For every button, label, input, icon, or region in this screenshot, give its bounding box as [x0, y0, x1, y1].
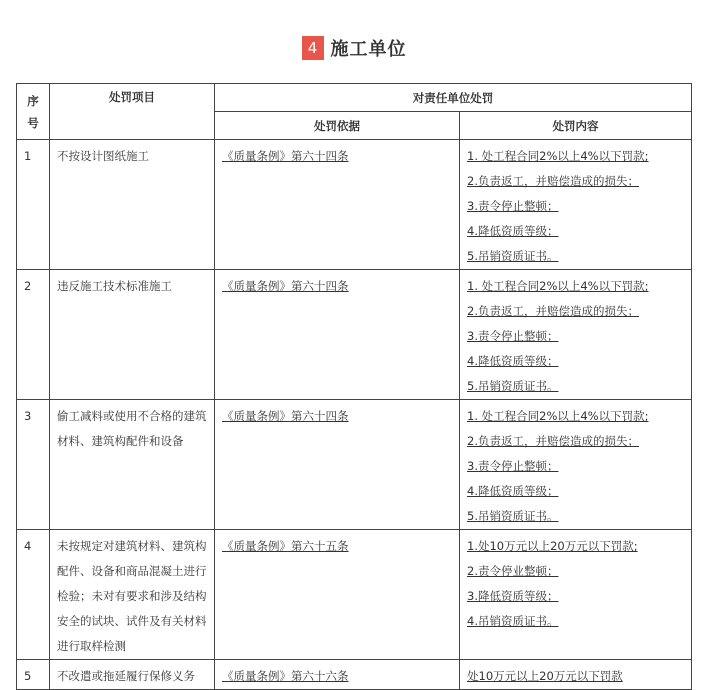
penalty-table [16, 83, 692, 690]
penalty-content-link[interactable]: 3.降低资质等级； [467, 589, 559, 603]
table-row [17, 530, 692, 660]
penalty-item: 偷工减料或使用不合格的建筑 [57, 409, 207, 423]
penalty-content-link[interactable]: 2.责令停业整顿； [467, 564, 559, 578]
penalty-content-link[interactable]: 2.负责返工，并赔偿造成的损失； [467, 304, 639, 318]
penalty-content-link[interactable]: 2.负责返工，并赔偿造成的损失； [467, 174, 639, 188]
penalty-basis-link[interactable]: 《质量条例》第六十五条 [222, 539, 349, 553]
table-row [17, 270, 692, 400]
header-responsible-unit-penalty: 对责任单位处罚 [215, 84, 692, 112]
penalty-content-link[interactable]: 3.责令停止整顿； [467, 199, 559, 213]
penalty-item: 未按规定对建筑材料、建筑构 [57, 539, 207, 553]
header-seq: 序 号 [17, 84, 50, 140]
penalty-item: 不改遣或拖延履行保修义务 [57, 669, 195, 683]
section-heading [0, 34, 708, 62]
penalty-item: 材料、建筑构配件和设备 [57, 434, 184, 448]
row-number: 4 [24, 539, 32, 553]
row-number: 2 [24, 279, 32, 293]
row-number: 3 [24, 409, 32, 423]
penalty-basis-link[interactable]: 《质量条例》第六十六条 [222, 669, 349, 683]
penalty-content-link[interactable]: 4.降低资质等级； [467, 354, 559, 368]
penalty-content-link[interactable]: 5.吊销资质证书。 [467, 509, 559, 523]
penalty-content-link[interactable]: 3.责令停止整顿； [467, 459, 559, 473]
penalty-content-link[interactable]: 4.吊销资质证书。 [467, 614, 559, 628]
penalty-basis-link[interactable]: 《质量条例》第六十四条 [222, 409, 349, 423]
header-penalty-basis: 处罚依据 [215, 112, 460, 140]
row-number: 5 [24, 669, 32, 683]
penalty-content-link[interactable]: 5.吊销资质证书。 [467, 249, 559, 263]
table-row [17, 140, 692, 270]
penalty-basis-link[interactable]: 《质量条例》第六十四条 [222, 149, 349, 163]
penalty-basis-link[interactable]: 《质量条例》第六十四条 [222, 279, 349, 293]
penalty-content-link[interactable]: 1. 处工程合同2%以上4%以下罚款; [467, 149, 649, 163]
penalty-content-link[interactable]: 1. 处工程合同2%以上4%以下罚款; [467, 279, 649, 293]
penalty-item: 进行取样检测 [57, 639, 126, 653]
penalty-item: 检验；未对有要求和涉及结构 [57, 589, 207, 603]
penalty-content-link[interactable]: 2.负责返工，并赔偿造成的损失； [467, 434, 639, 448]
penalty-content-link[interactable]: 3.责令停止整顿； [467, 329, 559, 343]
section-number-badge: 4 [302, 36, 324, 60]
penalty-item: 违反施工技术标准施工 [57, 279, 172, 293]
table-row [17, 400, 692, 530]
row-number: 1 [24, 149, 32, 163]
header-penalty-item: 处罚项目 [50, 84, 215, 140]
penalty-content-link[interactable]: 1.处10万元以上20万元以下罚款; [467, 539, 638, 553]
section-title: 施工单位 [330, 39, 407, 60]
penalty-content-link[interactable]: 5.吊销资质证书。 [467, 379, 559, 393]
penalty-item: 安全的试块、试件及有关材料 [57, 614, 207, 628]
penalty-content-link[interactable]: 1. 处工程合同2%以上4%以下罚款; [467, 409, 649, 423]
penalty-content-link[interactable]: 处10万元以上20万元以下罚款 [467, 669, 623, 683]
penalty-item: 配件、设备和商品混凝土进行 [57, 564, 207, 578]
penalty-content-link[interactable]: 4.降低资质等级； [467, 484, 559, 498]
header-penalty-content: 处罚内容 [460, 112, 692, 140]
table-row [17, 660, 692, 690]
penalty-content-link[interactable]: 4.降低资质等级； [467, 224, 559, 238]
penalty-item: 不按设计图纸施工 [57, 149, 149, 163]
